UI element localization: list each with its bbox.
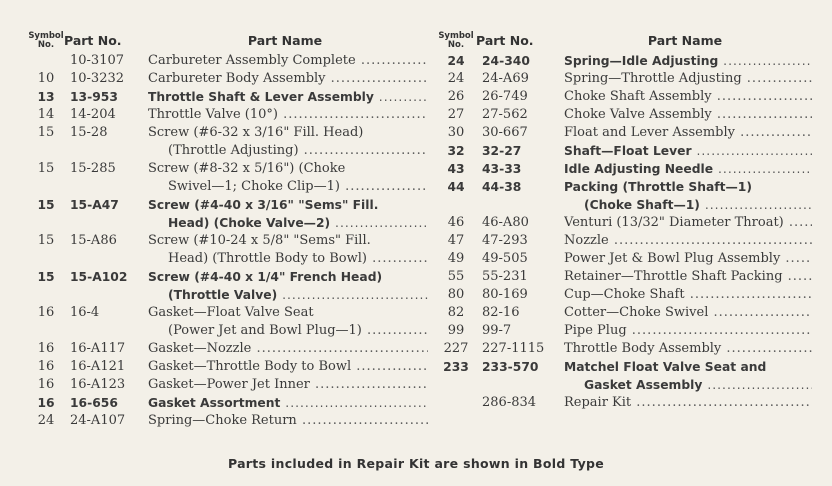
part-no-cell: 30-667: [482, 125, 528, 140]
part-name-line: Screw (#10-24 x 5/8" "Sems" Fill.: [148, 233, 371, 248]
repair-kit-note: Parts included in Repair Kit are shown in Bold Type: [227, 456, 605, 471]
table-row: [436, 88, 812, 106]
part-name-line: Swivel—1; Choke Clip—1) .....: [148, 178, 428, 196]
part-name-cell: [564, 142, 812, 160]
part-no-cell: 227-1115: [482, 341, 545, 356]
table-row: [28, 268, 428, 304]
part-name-line: (Power Jet and Bowl Plug—1) .....: [148, 322, 428, 340]
symbol-no-cell: 44: [447, 180, 465, 194]
table-row: [436, 160, 812, 178]
table-row: [436, 142, 812, 160]
part-no-cell: 14-204: [70, 107, 116, 122]
symbol-no-cell: 16: [37, 396, 55, 410]
part-name-line: Float and Lever Assembly .....: [564, 124, 812, 142]
part-name-line: Spring—Choke Return .....: [148, 412, 428, 430]
part-name-line: Throttle Valve (10°) .....: [148, 106, 428, 124]
part-name-line: Idle Adjusting Needle .....: [564, 160, 812, 178]
table-row: [28, 88, 428, 106]
table-row: [436, 358, 812, 394]
header-part-no: Part No.: [476, 33, 534, 48]
symbol-no-cell: 27: [447, 107, 465, 122]
header-part-name: Part Name: [247, 33, 323, 48]
table-row: [436, 214, 812, 232]
symbol-no-cell: 80: [447, 287, 465, 302]
part-name-cell: [148, 268, 428, 304]
table-row: [28, 358, 428, 376]
part-name-line: Venturi (13/32" Diameter Throat) .....: [564, 214, 812, 232]
part-name-line: Gasket—Nozzle .....: [148, 340, 428, 358]
part-no-cell: 15-28: [70, 125, 108, 140]
symbol-no-cell: 99: [447, 323, 465, 338]
part-name-cell: [564, 70, 812, 88]
part-name-cell: [148, 124, 428, 160]
symbol-no-cell: 55: [447, 269, 465, 284]
part-no-cell: 55-231: [482, 269, 528, 284]
part-no-cell: 49-505: [482, 251, 528, 266]
part-no-cell: 16-A117: [70, 341, 126, 356]
part-name-line: Retainer—Throttle Shaft Packing .....: [564, 268, 812, 286]
part-name-line: Repair Kit .....: [564, 394, 812, 412]
part-name-cell: [148, 394, 428, 412]
header-symbol-no: Symbol No.: [28, 31, 64, 50]
symbol-no-cell: 82: [447, 305, 465, 320]
part-name-line: Spring—Idle Adjusting .....: [564, 52, 812, 70]
parts-rows-left: [28, 52, 428, 430]
table-row: [28, 412, 428, 430]
symbol-no-cell: 32: [447, 144, 465, 158]
part-name-line: Gasket—Throttle Body to Bowl .....: [148, 358, 428, 376]
part-name-cell: [564, 340, 812, 358]
symbol-no-cell: 24: [447, 54, 465, 68]
part-name-line: Screw (#4-40 x 3/16" "Sems" Fill.: [148, 198, 379, 212]
part-name-line: Head) (Choke Valve—2) .....: [148, 214, 428, 232]
part-name-cell: [148, 160, 428, 196]
table-row: [436, 52, 812, 70]
header-part-no: Part No.: [64, 33, 122, 48]
part-no-cell: 27-562: [482, 107, 528, 122]
table-row: [436, 106, 812, 124]
table-row: [28, 304, 428, 340]
part-name-line: Gasket Assortment .....: [148, 394, 428, 412]
parts-table-left: [28, 16, 428, 430]
part-name-cell: [564, 394, 812, 412]
symbol-no-cell: 16: [37, 377, 55, 392]
part-name-cell: [564, 106, 812, 124]
symbol-no-cell: 26: [447, 89, 465, 104]
symbol-no-cell: 10: [37, 71, 55, 86]
table-row: [436, 394, 812, 412]
part-name-cell: [564, 322, 812, 340]
parts-rows-right: [436, 52, 812, 412]
part-name-cell: [148, 88, 428, 106]
symbol-no-cell: 13: [37, 90, 55, 104]
part-no-cell: 286-834: [482, 395, 537, 410]
part-no-cell: 10-3232: [70, 71, 125, 86]
table-header: [436, 16, 812, 50]
part-name-cell: [148, 106, 428, 124]
part-no-cell: 32-27: [482, 144, 522, 158]
table-row: [28, 196, 428, 232]
part-no-cell: 46-A80: [482, 215, 529, 230]
part-no-cell: 82-16: [482, 305, 520, 320]
part-name-line: Choke Shaft Assembly .....: [564, 88, 812, 106]
part-name-cell: [564, 304, 812, 322]
part-name-line: (Choke Shaft—1) .....: [564, 196, 812, 214]
part-no-cell: 16-A123: [70, 377, 126, 392]
table-row: [436, 178, 812, 214]
part-name-line: Head) (Throttle Body to Bowl) .....: [148, 250, 428, 268]
part-name-cell: [148, 412, 428, 430]
part-name-line: Carbureter Assembly Complete .....: [148, 52, 428, 70]
part-name-cell: [148, 196, 428, 232]
part-name-line: Gasket—Power Jet Inner .....: [148, 376, 428, 394]
table-row: [436, 286, 812, 304]
table-row: [436, 232, 812, 250]
header-symbol-no: Symbol No.: [438, 31, 474, 50]
part-no-cell: 47-293: [482, 233, 528, 248]
part-name-cell: [564, 214, 812, 232]
part-name-line: Choke Valve Assembly .....: [564, 106, 812, 124]
part-name-cell: [148, 52, 428, 70]
part-no-cell: 26-749: [482, 89, 528, 104]
part-name-line: (Throttle Valve) .....: [148, 286, 428, 304]
part-name-line: Nozzle .....: [564, 232, 812, 250]
symbol-no-cell: 15: [37, 198, 55, 212]
part-name-cell: [148, 358, 428, 376]
symbol-no-cell: 16: [37, 359, 55, 374]
symbol-no-cell: 14: [37, 107, 55, 122]
part-name-cell: [148, 376, 428, 394]
part-no-cell: 10-3107: [70, 53, 125, 68]
part-no-cell: 80-169: [482, 287, 528, 302]
part-name-cell: [564, 232, 812, 250]
part-no-cell: 15-A47: [70, 198, 119, 212]
part-name-cell: [564, 268, 812, 286]
part-no-cell: 16-656: [70, 396, 118, 410]
part-name-line: Carbureter Body Assembly .....: [148, 70, 428, 88]
header-part-name: Part Name: [647, 33, 723, 48]
part-name-line: Screw (#4-40 x 1/4" French Head): [148, 270, 383, 284]
part-no-cell: 15-A86: [70, 233, 117, 248]
part-name-line: Pipe Plug .....: [564, 322, 812, 340]
table-row: [28, 70, 428, 88]
part-no-cell: 24-340: [482, 54, 530, 68]
symbol-no-cell: 227: [443, 341, 469, 356]
part-name-cell: [148, 232, 428, 268]
table-row: [28, 52, 428, 70]
table-row: [28, 160, 428, 196]
part-name-line: Screw (#8-32 x 5/16") (Choke: [148, 161, 346, 176]
symbol-no-cell: 46: [447, 215, 465, 230]
part-name-cell: [564, 52, 812, 70]
symbol-no-cell: 49: [447, 251, 465, 266]
part-name-line: Cup—Choke Shaft .....: [564, 286, 812, 304]
part-name-line: Matchel Float Valve Seat and: [564, 360, 767, 374]
part-no-cell: 99-7: [482, 323, 512, 338]
symbol-no-cell: 16: [37, 341, 55, 356]
part-name-cell: [564, 178, 812, 214]
part-name-cell: [564, 250, 812, 268]
part-name-cell: [564, 358, 812, 394]
symbol-no-cell: 15: [37, 161, 55, 176]
table-row: [28, 376, 428, 394]
part-name-line: Throttle Body Assembly .....: [564, 340, 812, 358]
symbol-no-cell: 15: [37, 270, 55, 284]
symbol-no-cell: 47: [447, 233, 465, 248]
table-row: [28, 340, 428, 358]
part-name-line: Gasket Assembly .....: [564, 376, 812, 394]
part-no-cell: 16-4: [70, 305, 100, 320]
table-row: [28, 232, 428, 268]
part-name-cell: [564, 286, 812, 304]
part-name-cell: [564, 124, 812, 142]
symbol-no-cell: 15: [37, 125, 55, 140]
symbol-no-cell: 24: [447, 71, 465, 86]
part-name-cell: [564, 88, 812, 106]
table-row: [436, 340, 812, 358]
part-no-cell: 15-285: [70, 161, 116, 176]
part-no-cell: 43-33: [482, 162, 522, 176]
part-name-line: Spring—Throttle Adjusting .....: [564, 70, 812, 88]
part-name-cell: [148, 304, 428, 340]
table-row: [436, 70, 812, 88]
part-no-cell: 15-A102: [70, 270, 128, 284]
part-name-line: Throttle Shaft & Lever Assembly .....: [148, 88, 428, 106]
table-row: [436, 124, 812, 142]
table-header: [28, 16, 428, 50]
part-no-cell: 24-A107: [70, 413, 126, 428]
symbol-no-cell: 16: [37, 305, 55, 320]
parts-table-right: [436, 16, 812, 412]
table-row: [28, 124, 428, 160]
part-name-line: Screw (#6-32 x 3/16" Fill. Head): [148, 125, 364, 140]
table-row: [28, 106, 428, 124]
table-row: [436, 322, 812, 340]
part-name-line: Packing (Throttle Shaft—1): [564, 180, 752, 194]
part-no-cell: 16-A121: [70, 359, 126, 374]
part-name-line: Power Jet & Bowl Plug Assembly .....: [564, 250, 812, 268]
part-no-cell: 44-38: [482, 180, 522, 194]
table-row: [436, 250, 812, 268]
part-name-cell: [148, 70, 428, 88]
part-name-line: (Throttle Adjusting) .....: [148, 142, 428, 160]
symbol-no-cell: 233: [443, 360, 469, 374]
part-no-cell: 233-570: [482, 360, 539, 374]
symbol-no-cell: 30: [447, 125, 465, 140]
part-no-cell: 24-A69: [482, 71, 529, 86]
part-name-line: Shaft—Float Lever .....: [564, 142, 812, 160]
table-row: [28, 394, 428, 412]
table-row: [436, 304, 812, 322]
part-name-line: Gasket—Float Valve Seat: [148, 305, 314, 320]
part-name-cell: [148, 340, 428, 358]
part-name-cell: [564, 160, 812, 178]
symbol-no-cell: 43: [447, 162, 465, 176]
part-no-cell: 13-953: [70, 90, 118, 104]
symbol-no-cell: 24: [37, 413, 55, 428]
table-row: [436, 268, 812, 286]
part-name-line: Cotter—Choke Swivel .....: [564, 304, 812, 322]
symbol-no-cell: 15: [37, 233, 55, 248]
